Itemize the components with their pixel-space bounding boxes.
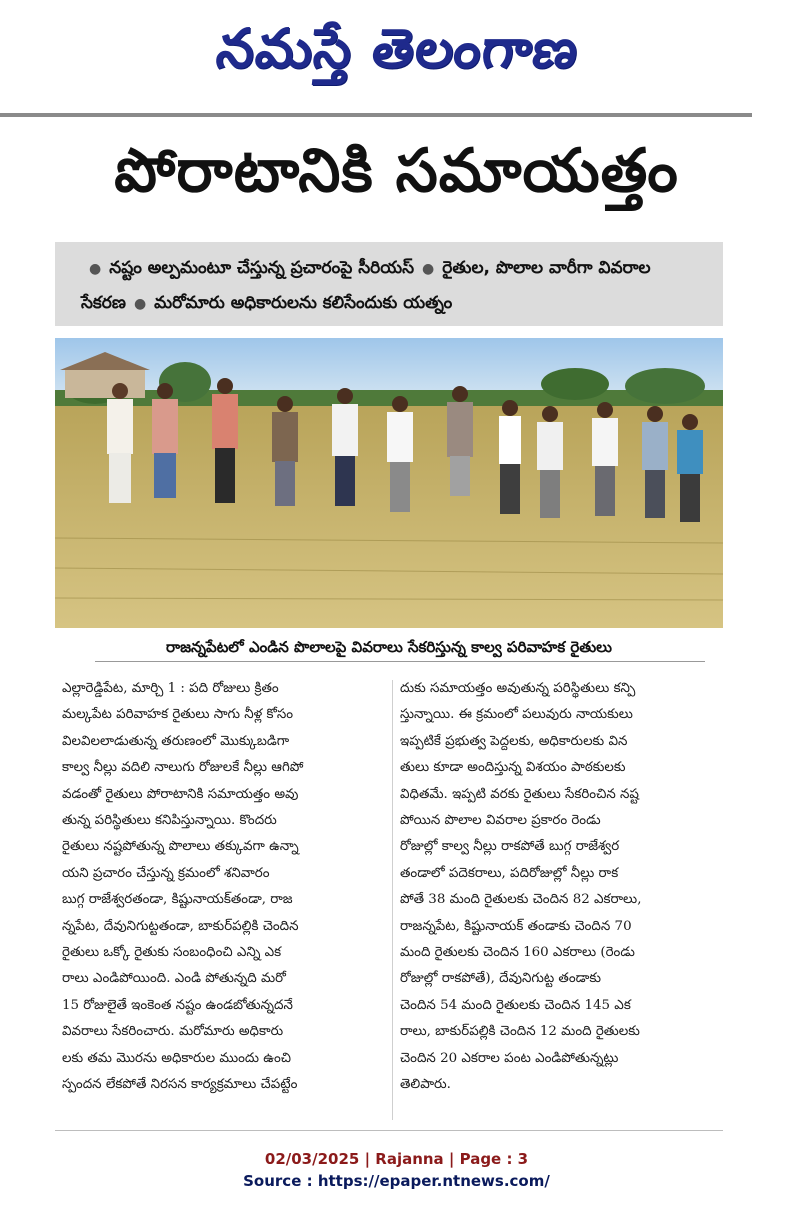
body-line: యని ప్రచారం చేస్తున్న క్రమంలో శనివారం [62, 865, 270, 881]
body-line: పోయిన పొలాల వివరాల ప్రకారం రెండు [400, 813, 601, 829]
body-line: స్తున్నాయి. ఈ క్రమంలో పలువురు నాయకులు [400, 707, 633, 723]
body-line: తండాలో పదెకరాలు, పదిరోజుల్లో నీల్లు రాక [400, 865, 619, 881]
body-line: చెందిన 20 ఎకరాల పంట ఎండిపోతున్నట్లు [400, 1050, 619, 1066]
subhead-point: మరోమారు అధికారులను కలిసేందుకు యత్నం [154, 293, 453, 313]
article-body-left [62, 676, 382, 1099]
body-line: లకు తమ మొరను అధికారుల ముందు ఉంచి [62, 1050, 292, 1066]
body-line: రాజన్నపేట, కిష్టునాయక్ తండాకు చెందిన 70 [400, 918, 632, 934]
subhead-point: నష్టం అల్పమంటూ చేస్తున్న ప్రచారంపై సీరియస్ [109, 258, 415, 278]
body-line: కాల్వ నీల్లు వదిలి నాలుగు రోజులకే నీల్లు ఆగిపో [62, 760, 304, 776]
page-footer [0, 1148, 793, 1192]
body-line: పోతే 38 మంది రైతులకు చెందిన 82 ఎకరాలు, [400, 892, 642, 908]
body-line: స్పందన లేకపోతే నిరసన కార్యక్రమాలు చేపట్టేం [62, 1077, 298, 1093]
article-headline: పోరాటానికి సమాయత్తం [114, 136, 679, 206]
bullet-icon: ● [89, 261, 102, 277]
bottom-divider [55, 1130, 723, 1131]
newspaper-logo: నమస్తే తెలంగాణ [213, 16, 582, 80]
article-body-right [400, 676, 720, 1099]
bullet-icon: ● [133, 296, 147, 312]
article-subhead [55, 242, 723, 326]
caption-divider [95, 661, 705, 662]
article-photo [55, 338, 723, 628]
body-line: విలవిలలాడుతున్న తరుణంలో మొక్కుబడిగా [62, 733, 290, 749]
body-line: తెలిపారు. [400, 1077, 451, 1093]
body-line: చెందిన 54 మంది రైతులకు చెందిన 145 ఎక [400, 997, 631, 1013]
body-line: బుగ్గ రాజేశ్వరతండా, కిష్టునాయక్‌తండా, రాజ [62, 892, 293, 908]
body-line: ఎల్లారెడ్డిపేట, మార్చి 1 : పది రోజులు క్రితం [62, 681, 279, 696]
body-line: రోజుల్లో రాకపోతే), దేవునిగుట్ట తండాకు [400, 971, 602, 987]
body-line: రాలు, బాకుర్‌పల్లికి చెందిన 12 మంది రైతులకు [400, 1024, 640, 1040]
body-line: తున్న పరిస్థితులు కనిపిస్తున్నాయి. కొందరు [62, 813, 277, 829]
edition-info: 02/03/2025 | Rajanna | Page : 3 [264, 1150, 529, 1168]
source-link[interactable]: Source : https://epaper.ntnews.com/ [243, 1172, 550, 1190]
body-line: తులు కూడా అందిస్తున్న విశయం పాఠకులకు [400, 760, 626, 776]
farmers-field-photo [55, 338, 723, 628]
masthead-divider [0, 113, 752, 117]
body-line: ఇప్పటికే ప్రభుత్వ పెద్దలకు, అధికారులకు విన [400, 733, 628, 749]
masthead [0, 0, 793, 110]
bullet-icon: ● [422, 261, 435, 277]
body-line: మంది రైతులకు చెందిన 160 ఎకరాలు (రెండు [400, 945, 635, 961]
body-line: రోజుల్లో కాల్వ నీల్లు రాకపోతే బుగ్గ రాజేశ్వర [400, 839, 620, 855]
body-line: 15 రోజులైతే ఇంకెంత నష్టం ఉండబోతున్నదనే [62, 997, 293, 1013]
body-line: దుకు సమాయత్తం అవుతున్న పరిస్థితులు కన్పి [400, 681, 636, 696]
body-line: విధితమే. ఇప్పటి వరకు రైతులు సేకరించిన నష్ట [400, 786, 639, 802]
body-line: రైతులు ఒక్కో రైతుకు సంబంధించి ఎన్ని ఎక [62, 945, 282, 961]
column-divider [392, 680, 393, 1120]
photo-caption: రాజన్నపేటలో ఎండిన పొలాలపై వివరాలు సేకరిస్తున్న కాల్వ పరివాహక రైతులు [166, 638, 612, 656]
subhead-point: రైతుల, పొలాల వారీగా వివరాల సేకరణ [81, 258, 651, 313]
body-line: రైతులు నష్టపోతున్న పొలాలు తక్కువగా ఉన్నా [62, 839, 299, 855]
body-line: న్నపేట, దేవునిగుట్టతండా, బాకుర్‌పల్లికి చెందిన [62, 918, 299, 934]
body-line: రాలు ఎండిపోయింది. ఎండి పోతున్నది మరో [62, 971, 286, 987]
body-line: వడంతో రైతులు పోరాటానికి సమాయత్తం అవు [62, 786, 299, 802]
body-line: మల్కపేట పరివాహక రైతులు సాగు నీళ్ల కోసం [62, 707, 294, 723]
body-line: వివరాలు సేకరించారు. మరోమారు అధికారు [62, 1024, 284, 1040]
